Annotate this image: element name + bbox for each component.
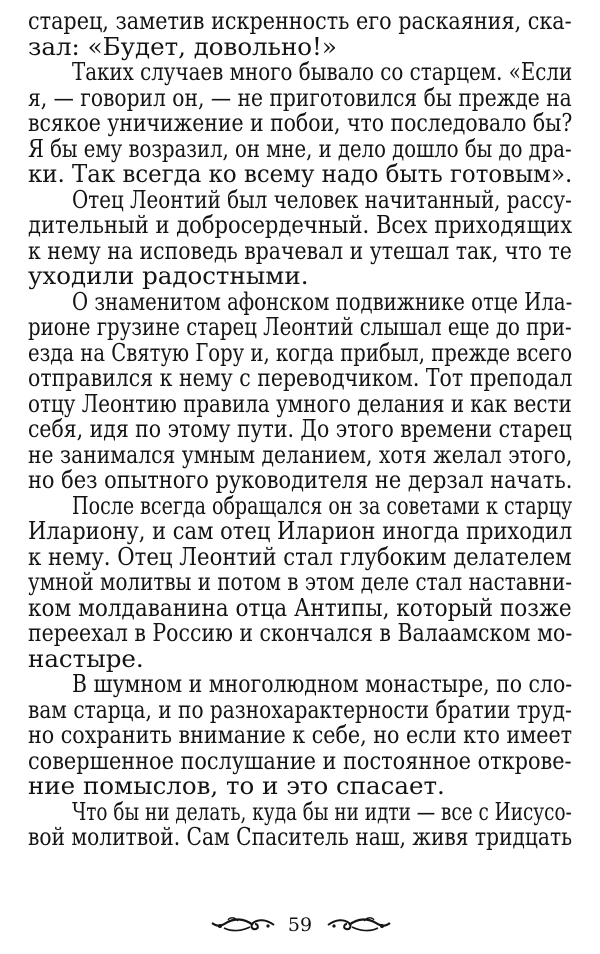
text-line: отцу Леонтию правила умного делания и как вести — [28, 388, 572, 418]
text-line: зал: «Будет, довольно!» — [28, 31, 337, 61]
text-line: Таких случаев много бывало со старцем. «Если — [72, 57, 573, 86]
ornament-flourish-right-icon — [326, 914, 392, 936]
text-line: ком молдаванина отца Антипы, который позже — [28, 592, 572, 622]
page-footer — [0, 904, 600, 944]
ornament-flourish-left-icon — [210, 914, 276, 936]
text-line: себя, идя по этому пути. До этого времени старец — [28, 414, 572, 443]
text-line: вой молитвой. Сам Спаситель наш, живя тридцать — [28, 822, 573, 851]
text-line: но без опытного руководителя не дерзал начать. — [28, 465, 573, 494]
text-line: О знаменитом афонском подвижнике отце Ила- — [72, 286, 573, 316]
text-line: не занимался умным деланием, хотя желал этого, — [28, 439, 573, 469]
text-line: отправился к нему с переводчиком. Тот преподал — [28, 363, 573, 392]
text-line: рионе грузине старец Леонтий слышал еще до при- — [28, 312, 572, 341]
text-line: Что бы ни делать, куда бы ни идти — все с Иисусо- — [72, 796, 572, 826]
text-line: я, — говорил он, — не приготовился бы прежде на — [28, 82, 572, 112]
text-line: умной молитвы и потом в этом деле стал наставни- — [28, 567, 573, 596]
text-line: переехал в Россию и скончался в Валаамском мо- — [28, 618, 573, 647]
text-line: совершенное послушание и постоянное открове- — [28, 745, 572, 775]
text-line: всякое уничижение и побои, что последовало бы? — [28, 108, 573, 137]
text-line: В шумном и многолюдном монастыре, по сло- — [72, 669, 573, 698]
text-line: Илариону, и сам отец Иларион иногда приходил — [28, 516, 573, 545]
text-line: к нему на исповедь врачевал и утешал так, что те — [28, 235, 572, 265]
text-line: старец, заметив искренность его раскаяния, ска- — [28, 6, 572, 35]
page-number: 59 — [287, 914, 313, 936]
text-line: дительный и добросердечный. Всех приходящих — [28, 210, 573, 239]
text-line: После всегда обращался он за советами к старцу — [72, 490, 573, 520]
text-line: уходили радостными. — [28, 261, 309, 290]
text-line: ки. Так всегда ко всему надо быть готовым». — [28, 159, 573, 188]
text-line: но сохранить внимание к себе, но если кто имеет — [28, 720, 573, 749]
text-line: ние помыслов, то и это спасает. — [28, 771, 445, 800]
text-line: Отец Леонтий был человек начитанный, рассу- — [72, 184, 572, 214]
text-line: настыре. — [28, 643, 144, 673]
text-line: к нему. Отец Леонтий стал глубоким делателем — [28, 541, 572, 571]
text-line: Я бы ему возразил, он мне, и дело дошло бы до дра- — [28, 133, 572, 163]
text-line: вам старца, и по разнохарактерности братии труд- — [28, 694, 572, 724]
text-line: езда на Святую Гору и, когда прибыл, прежде всего — [28, 337, 573, 367]
